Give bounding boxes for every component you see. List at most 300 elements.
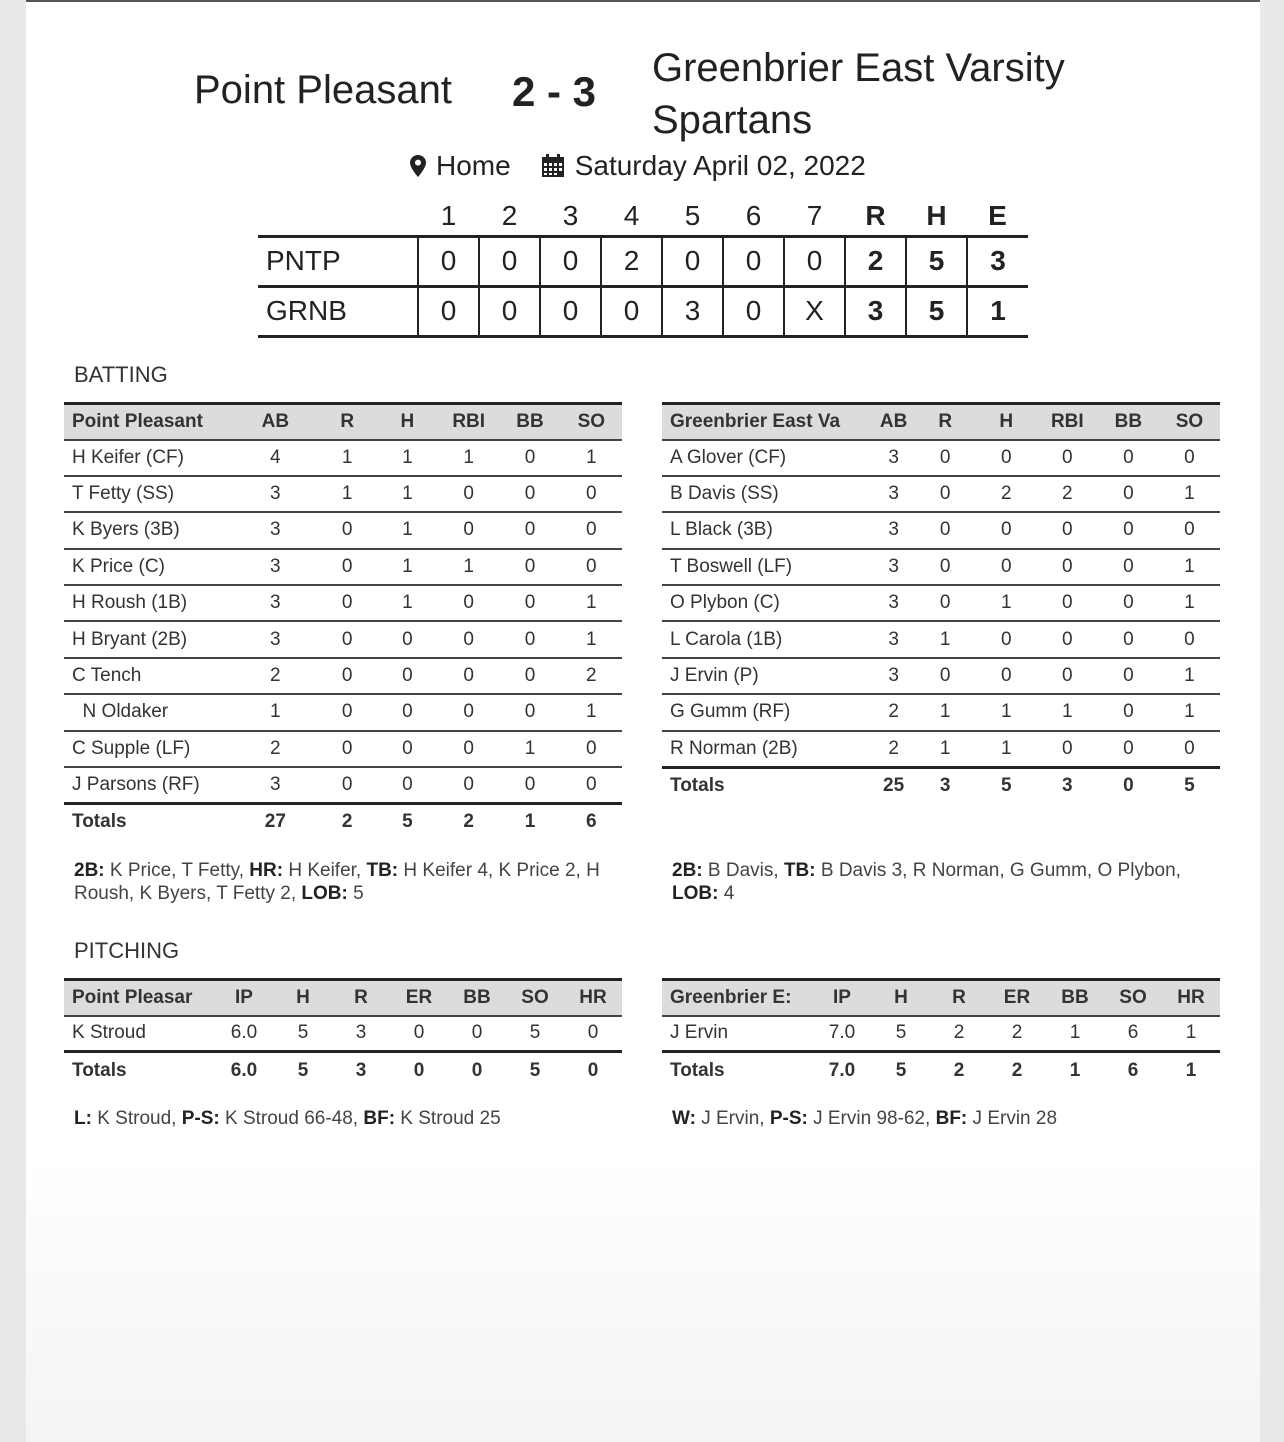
stat-cell: 3: [873, 658, 915, 694]
player-name: C Tench: [64, 658, 233, 694]
totals-row: [64, 1052, 622, 1088]
runs-cell: 2: [845, 236, 906, 286]
game-date: Saturday April 02, 2022: [574, 150, 866, 181]
totals-cell: 2: [930, 1052, 988, 1088]
player-row: [64, 440, 622, 476]
stat-cell: 0: [561, 549, 622, 585]
stat-cell: 0: [564, 1016, 622, 1052]
stat-cell: 3: [873, 440, 915, 476]
stat-cell: 0: [438, 658, 499, 694]
stat-cell: 1: [1159, 585, 1220, 621]
table-header-row: [64, 404, 622, 440]
stat-cell: 5: [872, 1016, 930, 1052]
totals-cell: 2: [318, 803, 377, 839]
pitching-table-home: [662, 978, 1220, 1088]
stat-cell: 1: [318, 476, 377, 512]
stat-cell: 2: [976, 476, 1037, 512]
stat-cell: 6.0: [214, 1016, 274, 1052]
note-value: K Stroud,: [91, 1108, 182, 1129]
table-header-row: [662, 404, 1220, 440]
stat-column-header: RBI: [438, 404, 499, 440]
stat-cell: 0: [1159, 512, 1220, 548]
errors-cell: 3: [967, 236, 1028, 286]
player-name: R Norman (2B): [662, 731, 873, 767]
totals-row: [662, 1052, 1220, 1088]
totals-cell: 6.0: [214, 1052, 274, 1088]
inning-cell: 0: [479, 286, 540, 336]
totals-cell: 5: [976, 767, 1037, 803]
away-team-name: Point Pleasant: [194, 68, 452, 112]
totals-label: Totals: [64, 803, 233, 839]
player-name: T Boswell (LF): [662, 549, 873, 585]
stat-cell: 3: [873, 621, 915, 657]
player-name: L Black (3B): [662, 512, 873, 548]
stat-cell: 0: [1159, 621, 1220, 657]
runs-header: R: [865, 200, 886, 232]
stat-cell: 0: [976, 512, 1037, 548]
home-team-line1: Greenbrier East Varsity: [652, 46, 1065, 90]
note-value: J Ervin 28: [967, 1108, 1058, 1129]
stat-column-header: H: [274, 980, 332, 1016]
totals-cell: 7.0: [812, 1052, 872, 1088]
note-value: J Ervin,: [695, 1108, 770, 1129]
stat-cell: 0: [561, 476, 622, 512]
stat-column-header: BB: [448, 980, 506, 1016]
stat-cell: 0: [318, 585, 377, 621]
stat-cell: 1: [915, 731, 976, 767]
player-row: [662, 731, 1220, 767]
stat-column-header: IP: [214, 980, 274, 1016]
team-column-header: Point Pleasant: [64, 404, 233, 440]
stat-cell: 2: [930, 1016, 988, 1052]
table-header-row: [662, 980, 1220, 1016]
note-value: K Price, T Fetty,: [104, 860, 250, 881]
stat-column-header: IP: [812, 980, 872, 1016]
stat-column-header: RBI: [1037, 404, 1098, 440]
player-row: [64, 1016, 622, 1052]
player-name: C Supple (LF): [64, 731, 233, 767]
stat-column-header: AB: [873, 404, 915, 440]
totals-label: Totals: [662, 1052, 812, 1088]
stat-column-header: BB: [1046, 980, 1104, 1016]
player-row: [662, 1016, 1220, 1052]
totals-cell: 3: [915, 767, 976, 803]
stat-cell: 0: [377, 767, 438, 803]
stat-cell: 0: [915, 512, 976, 548]
stat-cell: 5: [506, 1016, 564, 1052]
stat-cell: 0: [438, 731, 499, 767]
line-score-table: [258, 198, 1028, 338]
batting-notes-away: [74, 859, 604, 905]
totals-cell: 5: [274, 1052, 332, 1088]
stat-cell: 0: [318, 731, 377, 767]
stat-cell: 0: [1098, 512, 1159, 548]
stat-cell: 0: [1098, 549, 1159, 585]
errors-cell: 1: [967, 286, 1028, 336]
stat-cell: 0: [915, 549, 976, 585]
runs-cell: 3: [845, 286, 906, 336]
hits-cell: 5: [906, 286, 967, 336]
player-name: H Keifer (CF): [64, 440, 233, 476]
player-name: H Roush (1B): [64, 585, 233, 621]
stat-column-header: R: [915, 404, 976, 440]
home-team-line2: Spartans: [652, 98, 813, 142]
totals-cell: 1: [1046, 1052, 1104, 1088]
batting-notes-home: [672, 859, 1192, 905]
inning-cell: 0: [662, 236, 723, 286]
stat-cell: 0: [1098, 658, 1159, 694]
player-row: [64, 731, 622, 767]
stat-cell: 0: [1037, 585, 1098, 621]
stat-cell: 0: [499, 585, 560, 621]
stat-column-header: R: [930, 980, 988, 1016]
pitching-notes-home: [672, 1107, 1212, 1130]
note-key: BF:: [363, 1108, 396, 1129]
stat-cell: 0: [499, 767, 560, 803]
totals-cell: 6: [561, 803, 622, 839]
player-row: [662, 658, 1220, 694]
note-key: HR:: [249, 860, 284, 881]
player-row: [662, 440, 1220, 476]
stat-cell: 0: [1098, 731, 1159, 767]
hits-cell: 5: [906, 236, 967, 286]
totals-cell: 6: [1104, 1052, 1162, 1088]
stat-cell: 1: [377, 512, 438, 548]
stat-cell: 0: [1037, 731, 1098, 767]
player-row: [64, 585, 622, 621]
player-name: N Oldaker: [64, 694, 233, 730]
stat-cell: 0: [377, 694, 438, 730]
inning-cell: 0: [418, 286, 479, 336]
stat-column-header: SO: [506, 980, 564, 1016]
stat-cell: 0: [1159, 440, 1220, 476]
note-value: 4: [718, 883, 735, 904]
team-column-header: Greenbrier E:: [662, 980, 812, 1016]
stat-cell: 0: [499, 549, 560, 585]
player-row: [64, 476, 622, 512]
note-value: B Davis,: [702, 860, 784, 881]
totals-cell: 0: [390, 1052, 448, 1088]
player-name: B Davis (SS): [662, 476, 873, 512]
box-score-sheet: [26, 0, 1260, 1442]
totals-label: Totals: [64, 1052, 214, 1088]
stat-cell: 0: [1159, 731, 1220, 767]
player-row: [64, 694, 622, 730]
note-key: BF:: [935, 1108, 968, 1129]
batting-table-home: [662, 402, 1220, 803]
calendar-icon: [541, 154, 565, 178]
stat-cell: 1: [561, 694, 622, 730]
stat-cell: 3: [873, 549, 915, 585]
line-score-team: PNTP: [258, 236, 418, 286]
stat-cell: 1: [438, 549, 499, 585]
totals-cell: 5: [377, 803, 438, 839]
note-value: 5: [347, 883, 364, 904]
totals-cell: 1: [499, 803, 560, 839]
line-score-team: GRNB: [258, 286, 418, 336]
totals-cell: 5: [506, 1052, 564, 1088]
note-key: LOB:: [301, 883, 348, 904]
stat-cell: 6: [1104, 1016, 1162, 1052]
stat-cell: 0: [976, 658, 1037, 694]
note-value: H Keifer,: [283, 860, 367, 881]
stat-column-header: AB: [233, 404, 318, 440]
player-name: K Stroud: [64, 1016, 214, 1052]
stat-cell: 3: [233, 767, 318, 803]
stat-cell: 1: [318, 440, 377, 476]
inning-header: 3: [562, 200, 579, 232]
team-column-header: Point Pleasar: [64, 980, 214, 1016]
stat-cell: 1: [976, 731, 1037, 767]
totals-cell: 0: [448, 1052, 506, 1088]
player-row: [64, 512, 622, 548]
stat-cell: 0: [438, 476, 499, 512]
stat-cell: 4: [233, 440, 318, 476]
stat-cell: 1: [377, 549, 438, 585]
stat-cell: 0: [499, 440, 560, 476]
stat-cell: 2: [233, 731, 318, 767]
stat-cell: 0: [1037, 658, 1098, 694]
player-name: T Fetty (SS): [64, 476, 233, 512]
stat-column-header: SO: [1159, 404, 1220, 440]
stat-cell: 2: [1037, 476, 1098, 512]
stat-cell: 0: [976, 440, 1037, 476]
stat-cell: 0: [976, 549, 1037, 585]
player-name: H Bryant (2B): [64, 621, 233, 657]
stat-cell: 0: [438, 694, 499, 730]
totals-cell: 3: [1037, 767, 1098, 803]
stat-cell: 3: [233, 621, 318, 657]
stat-cell: 2: [988, 1016, 1046, 1052]
totals-cell: 1: [1162, 1052, 1220, 1088]
stat-cell: 0: [1037, 549, 1098, 585]
stat-cell: 0: [438, 621, 499, 657]
stat-cell: 0: [377, 621, 438, 657]
pitching-notes-away: [74, 1107, 614, 1130]
stat-cell: 2: [873, 731, 915, 767]
note-value: K Stroud 25: [395, 1108, 501, 1129]
stat-cell: 0: [438, 585, 499, 621]
stat-cell: 0: [1098, 585, 1159, 621]
stat-cell: 1: [377, 476, 438, 512]
player-row: [662, 476, 1220, 512]
stat-cell: 3: [873, 512, 915, 548]
stat-cell: 3: [873, 476, 915, 512]
stat-cell: 0: [318, 767, 377, 803]
stat-cell: 1: [377, 585, 438, 621]
stat-cell: 1: [1159, 476, 1220, 512]
stat-cell: 0: [448, 1016, 506, 1052]
player-name: O Plybon (C): [662, 585, 873, 621]
game-meta: [410, 150, 866, 182]
final-score: 2 - 3: [512, 68, 597, 115]
inning-header: 5: [684, 200, 701, 232]
totals-cell: 2: [438, 803, 499, 839]
pitching-section-title: PITCHING: [74, 938, 180, 963]
stat-cell: 1: [976, 694, 1037, 730]
player-name: J Ervin: [662, 1016, 812, 1052]
stat-cell: 1: [976, 585, 1037, 621]
stat-column-header: HR: [564, 980, 622, 1016]
player-row: [64, 658, 622, 694]
player-row: [64, 621, 622, 657]
totals-cell: 5: [1159, 767, 1220, 803]
inning-cell: 2: [601, 236, 662, 286]
stat-cell: 0: [499, 694, 560, 730]
stat-cell: 0: [438, 767, 499, 803]
player-name: J Parsons (RF): [64, 767, 233, 803]
stat-cell: 3: [332, 1016, 390, 1052]
stat-cell: 3: [233, 585, 318, 621]
stat-column-header: SO: [1104, 980, 1162, 1016]
stat-cell: 0: [377, 731, 438, 767]
stat-cell: 1: [915, 621, 976, 657]
inning-cell: 0: [540, 286, 601, 336]
stat-cell: 1: [1046, 1016, 1104, 1052]
stat-cell: 0: [1037, 621, 1098, 657]
player-row: [662, 585, 1220, 621]
note-value: H Keifer 4, K Price 2, H Roush, K Byers, T Fetty 2,: [74, 860, 600, 904]
stat-cell: 0: [915, 476, 976, 512]
stat-cell: 1: [915, 694, 976, 730]
stat-cell: 7.0: [812, 1016, 872, 1052]
errors-header: E: [988, 200, 1007, 232]
stat-cell: 3: [233, 549, 318, 585]
player-name: L Carola (1B): [662, 621, 873, 657]
line-score-row: [258, 286, 1028, 336]
table-header-row: [64, 980, 622, 1016]
team-column-header: Greenbrier East Va: [662, 404, 873, 440]
stat-cell: 2: [873, 694, 915, 730]
stat-cell: 0: [377, 658, 438, 694]
stat-cell: 0: [318, 512, 377, 548]
inning-cell: 0: [540, 236, 601, 286]
stat-cell: 1: [1037, 694, 1098, 730]
stat-cell: 0: [499, 512, 560, 548]
line-score-header: [258, 198, 1028, 236]
stat-cell: 1: [1159, 694, 1220, 730]
stat-cell: 1: [561, 585, 622, 621]
totals-label: Totals: [662, 767, 873, 803]
stat-cell: 0: [318, 549, 377, 585]
line-score-row: [258, 236, 1028, 286]
inning-cell: 0: [723, 286, 784, 336]
stat-cell: 0: [561, 731, 622, 767]
note-key: P-S:: [769, 1108, 808, 1129]
inning-cell: X: [784, 286, 845, 336]
hits-header: H: [926, 200, 947, 232]
note-value: B Davis 3, R Norman, G Gumm, O Plybon,: [815, 860, 1181, 881]
stat-column-header: R: [318, 404, 377, 440]
totals-cell: 0: [564, 1052, 622, 1088]
stat-column-header: H: [377, 404, 438, 440]
stat-cell: 0: [499, 658, 560, 694]
totals-cell: 27: [233, 803, 318, 839]
inning-header: 1: [440, 200, 457, 232]
stat-cell: 1: [1162, 1016, 1220, 1052]
totals-cell: 5: [872, 1052, 930, 1088]
player-name: J Ervin (P): [662, 658, 873, 694]
stat-column-header: R: [332, 980, 390, 1016]
home-team-name: [652, 42, 1132, 146]
inning-cell: 0: [418, 236, 479, 286]
note-key: TB:: [366, 860, 399, 881]
player-row: [64, 549, 622, 585]
stat-cell: 1: [561, 440, 622, 476]
stat-cell: 0: [390, 1016, 448, 1052]
stat-column-header: ER: [988, 980, 1046, 1016]
batting-table-away: [64, 402, 622, 840]
stat-cell: 5: [274, 1016, 332, 1052]
stat-column-header: BB: [1098, 404, 1159, 440]
stat-cell: 0: [1037, 512, 1098, 548]
stat-cell: 1: [561, 621, 622, 657]
player-row: [662, 694, 1220, 730]
stat-cell: 1: [377, 440, 438, 476]
note-key: P-S:: [181, 1108, 220, 1129]
stat-cell: 0: [976, 621, 1037, 657]
stat-cell: 0: [1098, 621, 1159, 657]
stat-cell: 3: [873, 585, 915, 621]
inning-cell: 0: [784, 236, 845, 286]
stat-cell: 1: [499, 731, 560, 767]
stat-cell: 1: [438, 440, 499, 476]
inning-header: 6: [745, 200, 762, 232]
stat-cell: 0: [499, 476, 560, 512]
player-row: [662, 512, 1220, 548]
stat-column-header: BB: [499, 404, 560, 440]
stat-cell: 3: [233, 512, 318, 548]
player-name: K Price (C): [64, 549, 233, 585]
stat-cell: 2: [233, 658, 318, 694]
batting-section-title: BATTING: [74, 362, 168, 387]
location-label: Home: [436, 150, 511, 181]
note-value: K Stroud 66-48,: [219, 1108, 364, 1129]
stat-column-header: H: [872, 980, 930, 1016]
stat-cell: 0: [1098, 694, 1159, 730]
inning-cell: 0: [723, 236, 784, 286]
stat-cell: 0: [915, 585, 976, 621]
note-key: L:: [74, 1108, 92, 1129]
note-key: W:: [672, 1108, 696, 1129]
stat-cell: 0: [438, 512, 499, 548]
stat-cell: 1: [233, 694, 318, 730]
inning-header: 7: [806, 200, 823, 232]
stat-cell: 0: [318, 621, 377, 657]
pitching-table-away: [64, 978, 622, 1088]
stat-column-header: SO: [561, 404, 622, 440]
inning-header: 2: [501, 200, 518, 232]
stat-cell: 0: [1098, 476, 1159, 512]
totals-cell: 25: [873, 767, 915, 803]
stat-cell: 0: [561, 767, 622, 803]
note-value: J Ervin 98-62,: [807, 1108, 936, 1129]
totals-row: [64, 803, 622, 839]
inning-cell: 3: [662, 286, 723, 336]
player-name: A Glover (CF): [662, 440, 873, 476]
map-pin-icon: [410, 155, 426, 177]
stat-cell: 0: [499, 621, 560, 657]
stat-cell: 1: [1159, 549, 1220, 585]
stat-cell: 0: [318, 694, 377, 730]
inning-cell: 0: [601, 286, 662, 336]
stat-cell: 0: [318, 658, 377, 694]
totals-cell: 2: [988, 1052, 1046, 1088]
player-name: G Gumm (RF): [662, 694, 873, 730]
stat-cell: 0: [1037, 440, 1098, 476]
player-row: [662, 621, 1220, 657]
stat-cell: 0: [1098, 440, 1159, 476]
